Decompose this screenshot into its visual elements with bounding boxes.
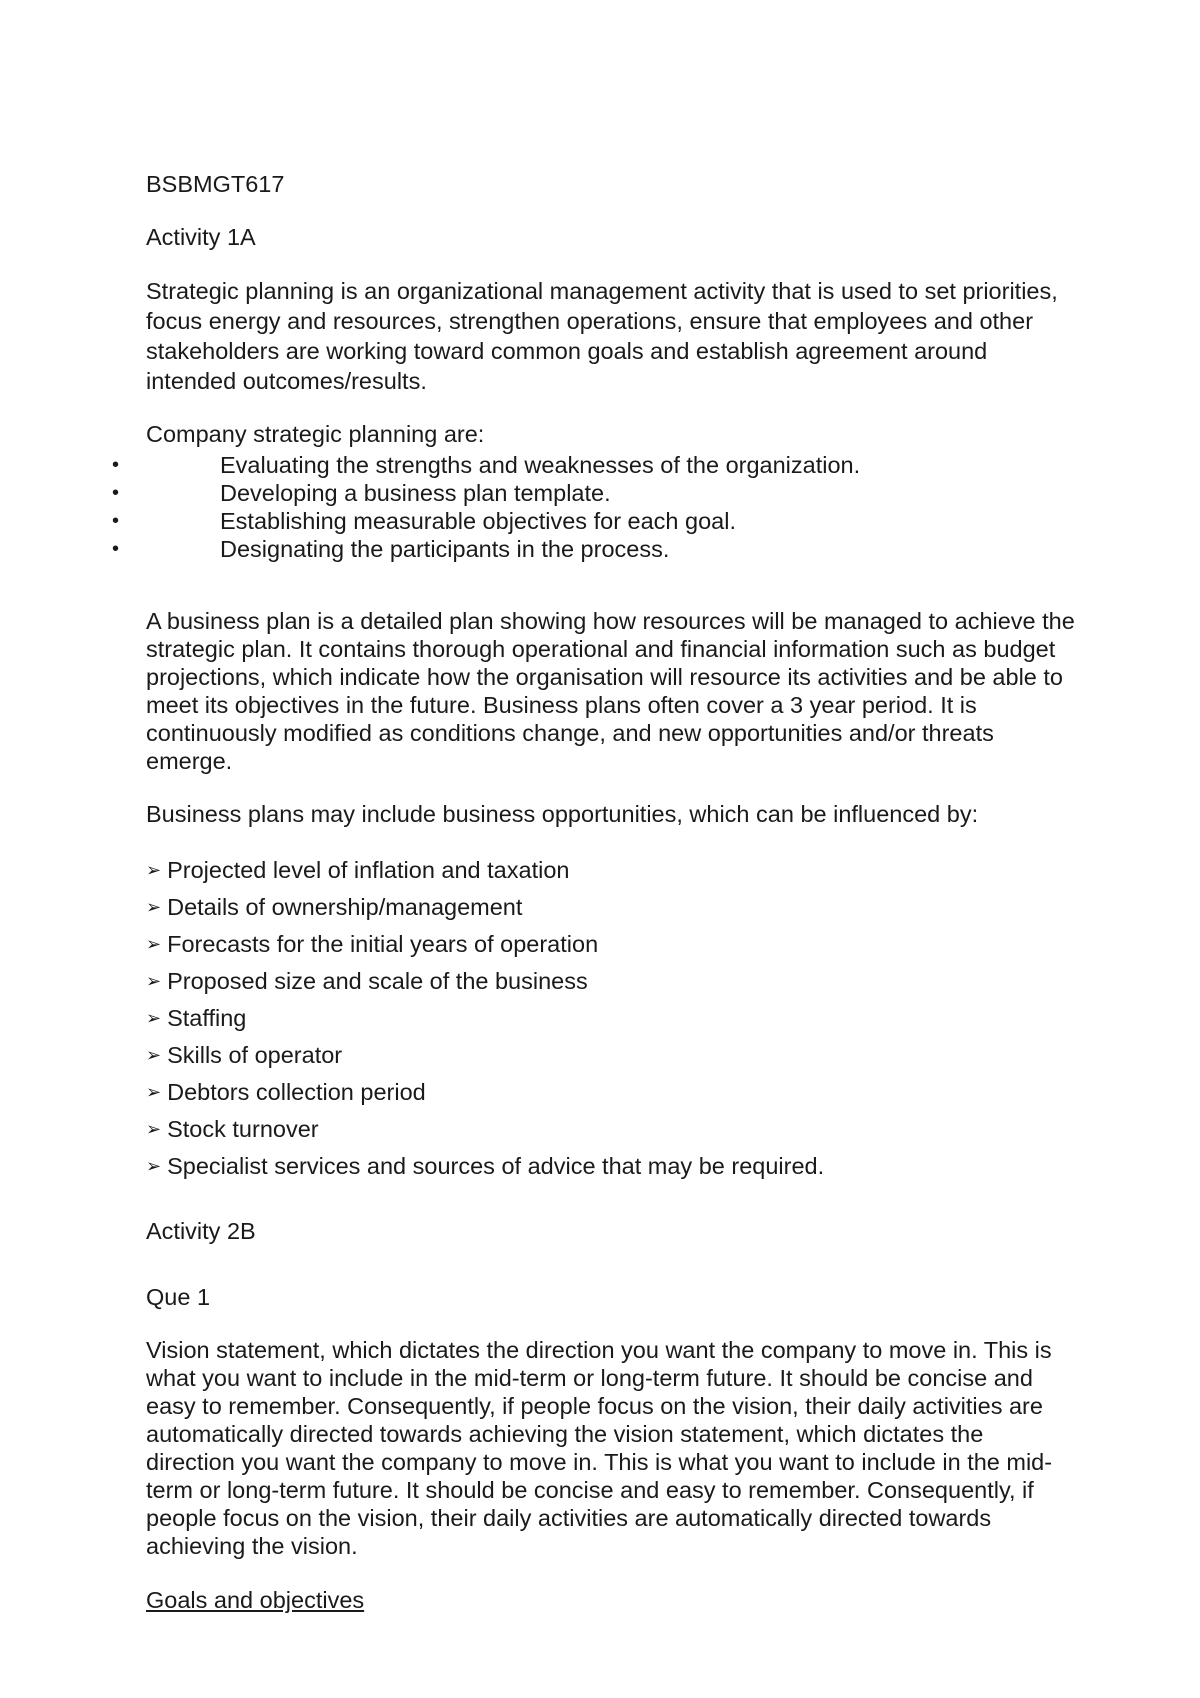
list-item [146, 927, 1076, 964]
list-item [146, 890, 1076, 927]
arrow-bullet-icon: ➢ [146, 1082, 162, 1103]
goals-and-objectives-heading: Goals and objectives [146, 1587, 365, 1613]
vision-statement-paragraph: Vision statement, which dictates the direction you want the company to move in. This is what you want to include in the mid-term or long-term future. It should be concise and easy to remember. Consequently, if people focus on the vision, their daily activities are automatically directed towards achieving the vision statement, which dictates the direction you want the company to move in. This is what you want to include in the mid-term or long-term future. It should be concise and easy to remember. Consequently, if people focus on the vision, their daily activities are automatically directed towards achieving the vision. [146, 1336, 1053, 1559]
list-item-text: Proposed size and scale of the business [167, 968, 588, 994]
arrow-bullet-icon: ➢ [146, 971, 162, 992]
list-item-text: Projected level of inflation and taxation [167, 857, 570, 883]
arrow-bullet-icon: ➢ [146, 1119, 162, 1140]
list-item-text: Stock turnover [167, 1116, 319, 1142]
list-item [112, 507, 1076, 535]
list-item [112, 535, 1076, 563]
list-item-text: Designating the participants in the process. [220, 536, 670, 562]
list-item-text: Forecasts for the initial years of operation [167, 931, 599, 957]
strategic-planning-bullet-list [112, 451, 1076, 563]
list-item-text: Evaluating the strengths and weaknesses of the organization. [220, 452, 861, 478]
list-item [146, 853, 1076, 890]
arrow-bullet-icon: ➢ [146, 934, 162, 955]
company-strategic-planning-intro: Company strategic planning are: [146, 421, 485, 447]
list-item [146, 1112, 1076, 1149]
bullet-icon: • [112, 538, 120, 560]
question-1-heading: Que 1 [146, 1284, 211, 1310]
business-opportunities-list [146, 853, 1076, 1186]
list-item-text: Staffing [167, 1005, 247, 1031]
arrow-bullet-icon: ➢ [146, 1156, 162, 1177]
list-item [146, 964, 1076, 1001]
arrow-bullet-icon: ➢ [146, 1045, 162, 1066]
list-item [146, 1075, 1076, 1112]
list-item [146, 1038, 1076, 1075]
list-item [112, 479, 1076, 507]
course-code: BSBMGT617 [146, 170, 285, 197]
list-item-text: Debtors collection period [167, 1079, 426, 1105]
activity-1a-heading: Activity 1A [146, 224, 256, 250]
arrow-bullet-icon: ➢ [146, 897, 162, 918]
list-item [112, 451, 1076, 479]
arrow-bullet-icon: ➢ [146, 1008, 162, 1029]
list-item-text: Developing a business plan template. [220, 480, 611, 506]
list-item-text: Details of ownership/management [167, 894, 523, 920]
list-item [146, 1149, 1076, 1186]
activity-2b-heading: Activity 2B [146, 1218, 256, 1244]
business-plan-paragraph: A business plan is a detailed plan showing how resources will be managed to achieve the strategic plan. It contains thorough operational and financial information such as budget projections, which indicate how the organisation will resource its activities and be able to meet its objectives in the future. Business plans often cover a 3 year period. It is continuously modified as conditions change, and new opportunities and/or threats emerge. [146, 608, 1075, 774]
list-item [146, 1001, 1076, 1038]
strategic-planning-paragraph: Strategic planning is an organizational management activity that is used to set priorities, focus energy and resources, strengthen operations, ensure that employees and other stakeholders are working toward common goals and establish agreement around intended outcomes/results. [146, 277, 1058, 394]
document-body [112, 145, 1076, 1617]
bullet-icon: • [112, 454, 120, 476]
bullet-icon: • [112, 510, 120, 532]
list-item-text: Specialist services and sources of advice that may be required. [167, 1153, 825, 1179]
arrow-bullet-icon: ➢ [146, 860, 162, 881]
business-opportunities-intro: Business plans may include business opportunities, which can be influenced by: [146, 800, 979, 827]
list-item-text: Skills of operator [167, 1042, 343, 1068]
bullet-icon: • [112, 482, 120, 504]
list-item-text: Establishing measurable objectives for each goal. [220, 508, 736, 534]
